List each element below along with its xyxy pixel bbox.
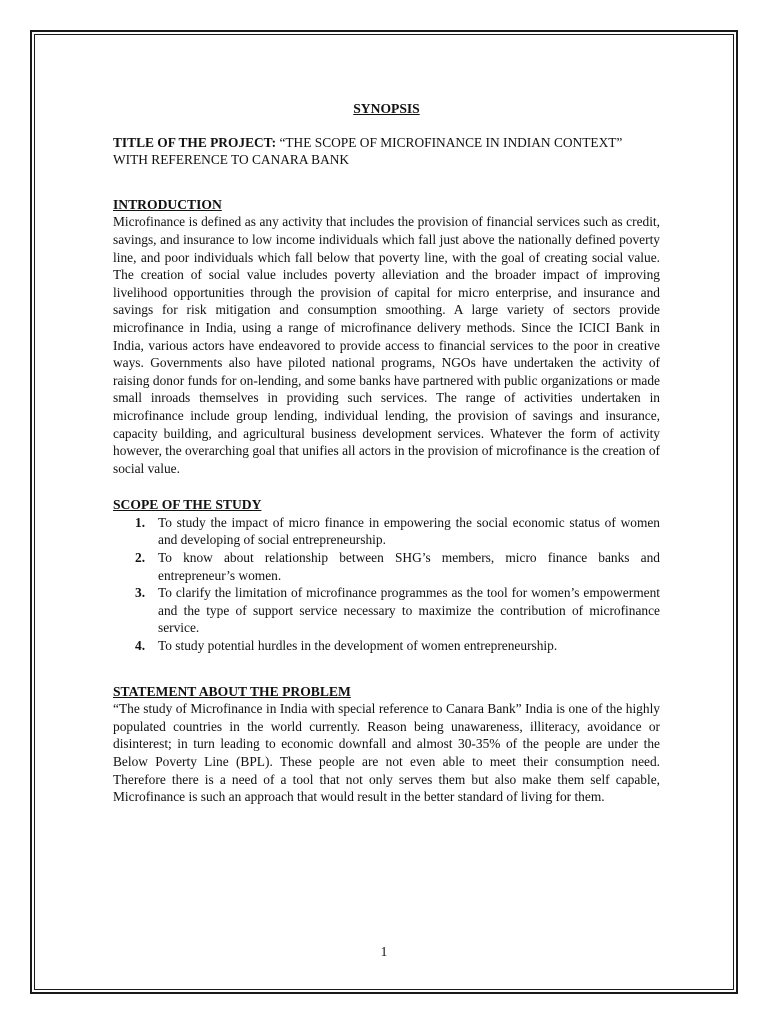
list-item-number: 1. bbox=[135, 514, 146, 530]
scope-list bbox=[113, 514, 660, 655]
list-item-number: 3. bbox=[135, 585, 146, 601]
page-number: 1 bbox=[380, 944, 388, 959]
problem-heading: STATEMENT ABOUT THE PROBLEM bbox=[113, 683, 351, 699]
list-item-text: To study potential hurdles in the development of women entrepreneurship. bbox=[158, 638, 558, 654]
introduction-heading: INTRODUCTION bbox=[113, 196, 222, 212]
list-item-number: 2. bbox=[135, 550, 146, 566]
list-item-text: To clarify the limitation of microfinance programmes as the tool for women’s empowerment and the type of support service necessary to maximize the contribution of microfinance service. bbox=[158, 585, 660, 636]
problem-paragraph: “The study of Microfinance in India with special reference to Canara Bank” India is one of the highly populated countries in the world currently. Reason being unawareness, illiteracy, avoidance or disinterest; in turn leading to economic downfall and almost 30-35% of the people are under the Below Poverty Line (BPL). These people are not even able to meet their consumption need. Therefore there is a need of a tool that not only serves them but also make them self capable, Microfinance is such an approach that would result in the better standard of living for them. bbox=[113, 701, 660, 805]
scope-heading: SCOPE OF THE STUDY bbox=[113, 497, 262, 513]
list-item-text: To know about relationship between SHG’s members, micro finance banks and entrepreneur’s women. bbox=[158, 550, 660, 583]
synopsis-heading: SYNOPSIS bbox=[353, 101, 420, 116]
introduction-paragraph: Microfinance is defined as any activity that includes the provision of financial services such as credit, savings, and insurance to low income individuals which fall just above the nationally defined poverty line, and poor individuals which fall below that poverty line, with the goal of creating social value. The creation of social value includes poverty alleviation and the broader impact of improving livelihood opportunities through the provision of capital for micro enterprise, and insurance and savings for risk mitigation and consumption smoothing. A large variety of sectors provide microfinance in India, using a range of microfinance delivery methods. Since the ICICI Bank in India, various actors have endeavored to provide access to financial services to the poor in creative ways. Governments also have piloted national programs, NGOs have undertaken the activity of raising donor funds for on-lending, and some banks have partnered with public organizations or made small inroads themselves in providing such services. The range of activities undertaken in microfinance include group lending, individual lending, the provision of savings and insurance, capacity building, and agricultural business development services. Whatever the form of activity however, the overarching goal that unifies all actors in the provision of microfinance is the creation of social value. bbox=[113, 214, 660, 476]
project-title-text: “THE SCOPE OF MICROFINANCE IN INDIAN CONTEXT” WITH REFERENCE TO CANARA BANK bbox=[113, 134, 623, 168]
project-title bbox=[113, 134, 660, 169]
list-item bbox=[113, 549, 660, 584]
project-title-label: TITLE OF THE PROJECT: bbox=[113, 134, 277, 150]
document-body bbox=[113, 100, 660, 806]
list-item bbox=[113, 514, 660, 549]
list-item-text: To study the impact of micro finance in empowering the social economic status of women and developing of social entrepreneurship. bbox=[158, 514, 660, 548]
list-item-number: 4. bbox=[135, 638, 146, 654]
list-item bbox=[113, 637, 660, 655]
list-item bbox=[113, 584, 660, 637]
